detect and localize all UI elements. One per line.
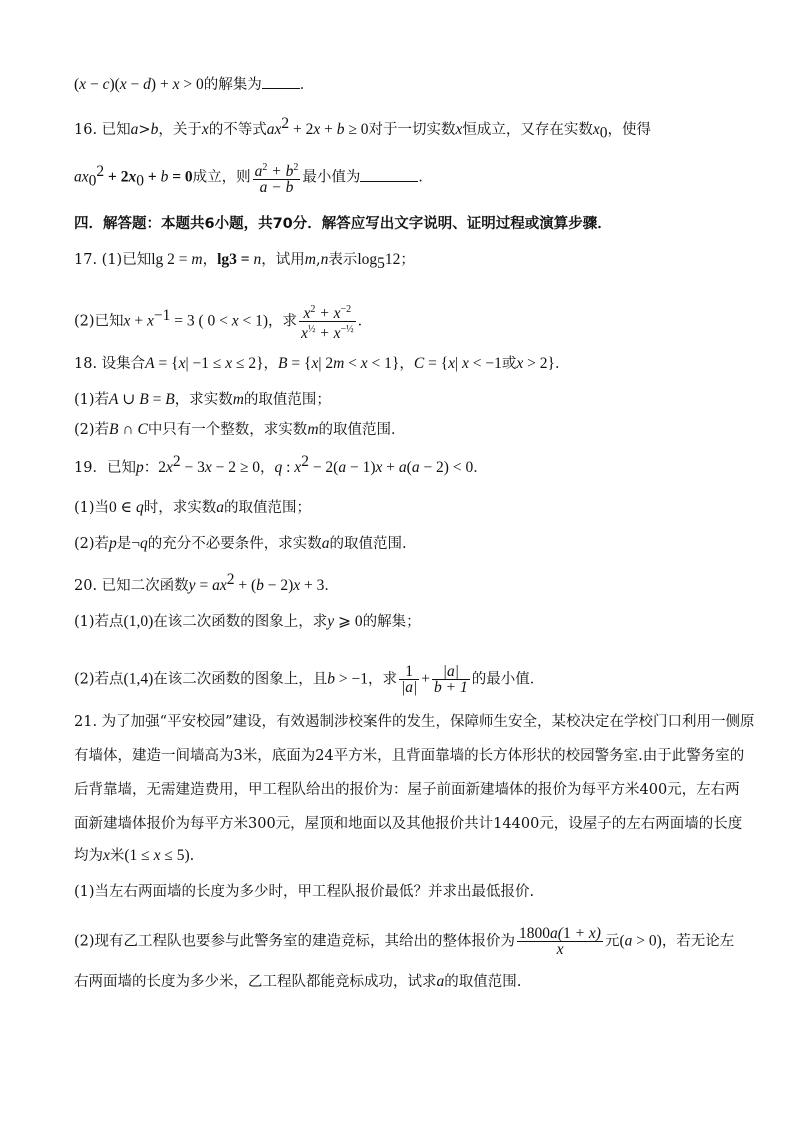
q20-line3: (2)若点(1,4)在该二次函数的图象上，且b > −1，求 $\frac{1}{|a|}$ + $\frac{|a|}{b + 1}$ 的最小值． <box>74 663 545 696</box>
q16-line2: $ax_0^2 + 2x_0 + b = 0$成立，则 $\frac{a^2 + b^2}{a - b}$ 最小值为 ． <box>74 162 433 197</box>
q15-tail-line: (x − c)(x − d) + x > 0的解集为 ． <box>74 76 315 93</box>
q19-line2: (1)当0 ∈ q时，求实数a的取值范围； <box>74 499 312 516</box>
q18-line1: 18. 设集合A = {x| −1 ≤ x ≤ 2}，B = {x| 2m < x < 1}，C = {x| x < −1或x > 2}． <box>74 355 570 372</box>
q19-line3: (2)若p是¬q的充分不必要条件，求实数a的取值范围. <box>74 535 407 552</box>
q18-line3: (2)若B ∩ C中只有一个整数，求实数m的取值范围． <box>74 421 406 438</box>
q20-fraction1: $\frac{1}{|a|}$ <box>400 663 418 696</box>
q21-line2: 有墙体，建造一间墙高为3米，底面为24平方米，且背面靠墙的长方体形状的校园警务室.由于此警务室的 <box>74 748 745 764</box>
q20-fraction2: $\frac{|a|}{b + 1}$ <box>434 663 468 696</box>
q19-line1: 19．已知p：$2x^2 - 3x - 2 \ge 0$，q : $x^2 - 2(a - 1)x + a(a - 2) < 0$． <box>74 453 488 476</box>
q17-line1: 17. (1)已知lg 2 = m，lg3 = n，试用m,n表示$\log_512$； <box>74 251 415 272</box>
q18-line2: (1)若A ∪ B = B，求实数m的取值范围； <box>74 391 331 408</box>
q15-blank <box>262 74 300 89</box>
q16-line1: 16. 已知a>b，关于x的不等式$ax^2 + 2x + b \ge 0$对于一切实数x恒成立，又存在实数$x_0$，使得 <box>74 115 652 142</box>
q21-fraction: $\frac{1800a(1 + x)}{x}$ <box>519 925 601 958</box>
q21-line5: 均为x米(1 ≤ x ≤ 5). <box>74 847 195 864</box>
q21-line4: 面新建墙体报价为每平方米300元，屋顶和地面以及其他报价共计14400元，设屋子的左右两面墙的长度 <box>74 816 743 832</box>
q21-line1: 21. 为了加强“平安校园”建设，有效遏制涉校案件的发生，保障师生安全，某校决定在学校门口利用一侧原 <box>74 714 755 730</box>
q16-fraction: $\frac{a^2 + b^2}{a - b}$ <box>254 162 299 197</box>
q16-blank <box>360 167 418 182</box>
q21-line7: (2)现有乙工程队也要参与此警务室的建造竞标，其给出的整体报价为 $\frac{1800a(1 + x)}{x}$ 元(a > 0)，若无论左 <box>74 925 735 958</box>
q20-line2: (1)若点(1,0)在该二次函数的图象上，求y ⩾ 0的解集； <box>74 613 421 630</box>
q21-line8: 右两面墙的长度为多少米，乙工程队都能竞标成功，试求a的取值范围. <box>74 973 522 990</box>
q17-fraction: $\frac{x^2 + x^{-2}}{x^{\frac{1}{2}} + x^{-\frac{1}{2}}}$ <box>301 304 354 343</box>
q20-line1: 20. 已知二次函数$y = ax^2 + (b - 2)x + 3$． <box>74 571 339 594</box>
q21-line3: 后背靠墙，无需建造费用，甲工程队给出的报价为：屋子前面新建墙体的报价为每平方米400元，左右两 <box>74 782 740 798</box>
q15-text: 的解集为 <box>203 77 262 93</box>
section-heading: 四．解答题：本题共6小题，共70分．解答应写出文字说明、证明过程或演算步骤． <box>74 216 612 232</box>
q17-line2: (2)已知$x + x^{-1} = 3$ ( 0 < x < 1)，求 $\frac{x^2 + x^{-2}}{x^{\frac{1}{2}} + x^{-\frac{1}{2}}}$ ． <box>74 304 373 343</box>
q21-part1: (1)当左右两面墙的长度为多少时，甲工程队报价最低？并求出最低报价. <box>74 884 535 900</box>
